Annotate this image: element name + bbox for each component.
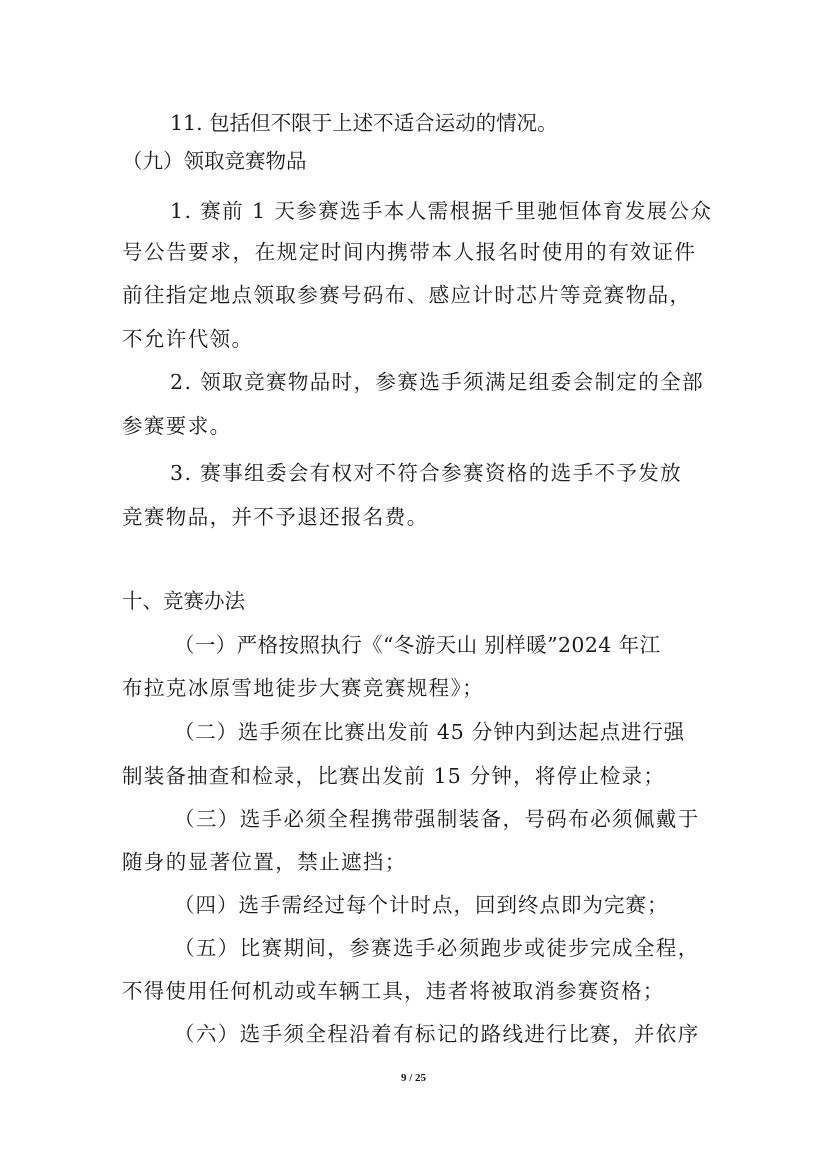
text-line: 随身的显著位置，禁止遮挡； xyxy=(122,850,407,874)
chapter-heading: 十、竞赛办法 xyxy=(122,589,245,613)
text-line: 不得使用任何机动或车辆工具，违者将被取消参赛资格； xyxy=(122,979,665,1003)
text-line: （二）选手须在比赛出发前 45 分钟内到达起点进行强 xyxy=(174,720,685,744)
page-number: 9 / 25 xyxy=(400,1072,427,1084)
text-line: 参赛要求。 xyxy=(122,414,232,438)
text-line: 11. 包括但不限于上述不适合运动的情况。 xyxy=(170,111,558,135)
text-line: 不允许代领。 xyxy=(122,327,254,351)
section-heading: （九）领取竞赛物品 xyxy=(122,149,307,173)
text-line: （一）严格按照执行《“冬游天山 别样暖”2024 年江 xyxy=(174,633,661,657)
text-line: 竞赛物品，并不予退还报名费。 xyxy=(122,505,429,529)
text-line: （六）选手须全程沿着有标记的路线进行比赛，并依序 xyxy=(174,1022,700,1046)
text-line: 制装备抽查和检录，比赛出发前 15 分钟，将停止检录； xyxy=(122,764,666,788)
text-line: （三）选手必须全程携带强制装备，号码布必须佩戴于 xyxy=(174,807,700,831)
text-line: 2. 领取竞赛物品时，参赛选手须满足组委会制定的全部 xyxy=(170,370,704,394)
text-line: 前往指定地点领取参赛号码布、感应计时芯片等竞赛物品， xyxy=(122,283,692,307)
text-line: 3. 赛事组委会有权对不符合参赛资格的选手不予发放 xyxy=(170,461,683,485)
text-line: （五）比赛期间，参赛选手必须跑步或徒步完成全程， xyxy=(174,936,700,960)
text-line: 号公告要求，在规定时间内携带本人报名时使用的有效证件 xyxy=(122,240,697,264)
text-line: 1. 赛前 1 天参赛选手本人需根据千里驰恒体育发展公众 xyxy=(170,199,713,223)
text-line: （四）选手需经过每个计时点，回到终点即为完赛； xyxy=(174,893,669,917)
text-line: 布拉克冰原雪地徒步大赛竞赛规程》； xyxy=(122,676,485,700)
